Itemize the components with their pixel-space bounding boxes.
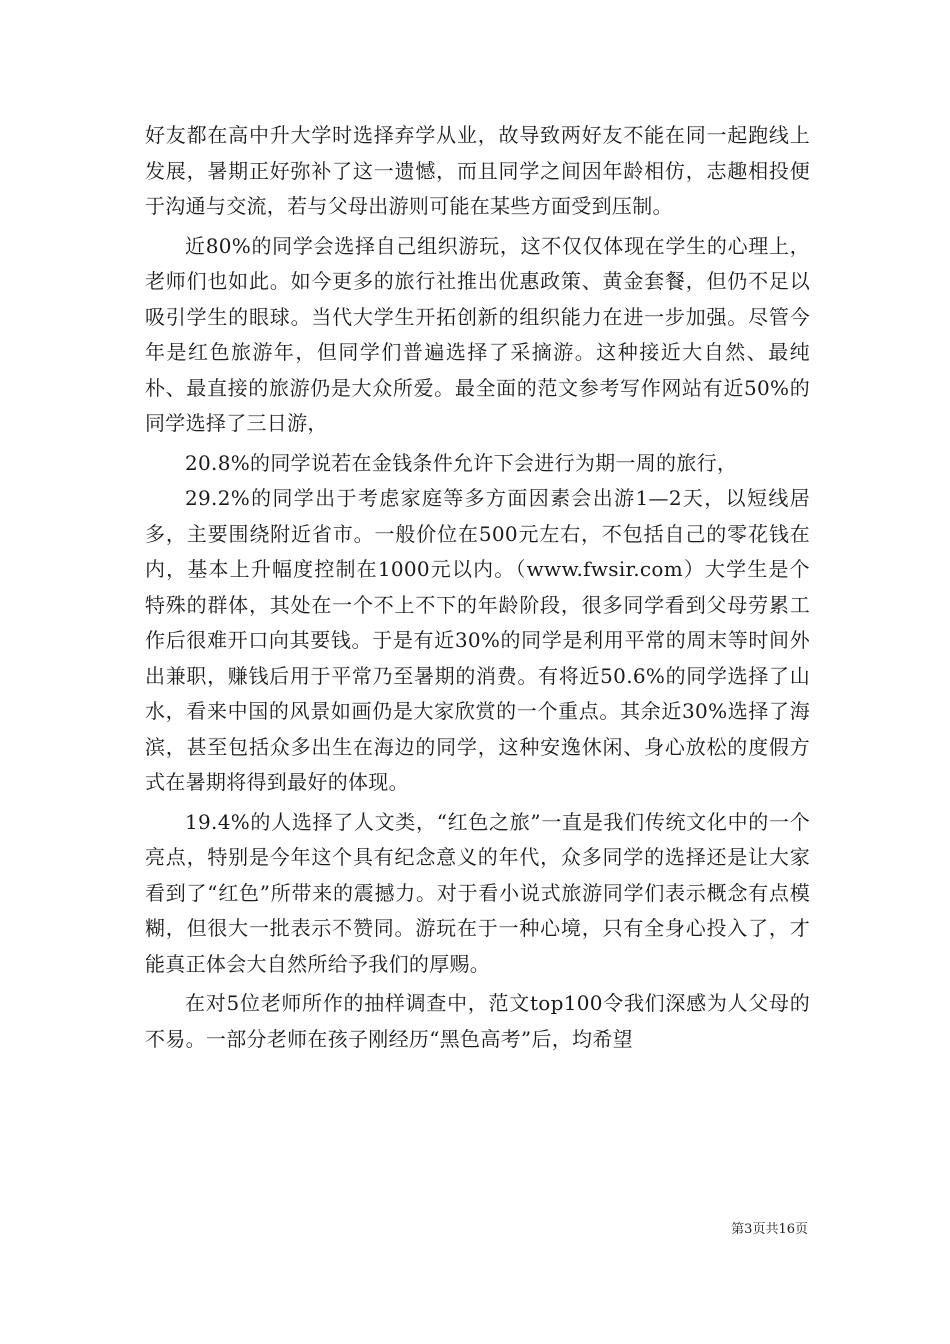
paragraph-2: 近80%的同学会选择自己组织游玩，这不仅仅体现在学生的心理上，老师们也如此。如今更多的旅行社推出优惠政策、黄金套餐，但仍不足以吸引学生的眼球。当代大学生开拓创新的组织能力在进一步加强。尽管今年是红色旅游年，但同学们普遍选择了采摘游。这种接近大自然、最纯朴、最直接的旅游仍是大众所爱。最全面的范文参考写作网站有近50%的同学选择了三日游， <box>145 233 810 435</box>
page-number: 第3页共16页 <box>731 1222 808 1237</box>
paragraph-4: 29.2%的同学出于考虑家庭等多方面因素会出游1—2天，以短线居多，主要围绕附近省市。一般价位在500元左右，不包括自己的零花钱在内，基本上升幅度控制在1000元以内。（www.fwsir.com）大学生是个特殊的群体，其处在一个不上不下的年龄阶段，很多同学看到父母劳累工作后很难开口向其要钱。于是有近30%的同学是利用平常的周末等时间外出兼职，赚钱后用于平常乃至暑期的消费。有将近50.6%的同学选择了山水，看来中国的风景如画仍是大家欣赏的一个重点。其余近30%选择了海滨，甚至包括众多出生在海边的同学，这种安逸休闲、身心放松的度假方式在暑期将得到最好的体现。 <box>145 486 810 794</box>
document-body <box>145 118 810 1057</box>
paragraph-5: 19.4%的人选择了人文类，“红色之旅”一直是我们传统文化中的一个亮点，特别是今年这个具有纪念意义的年代，众多同学的选择还是让大家看到了“红色”所带来的震撼力。对于看小说式旅游同学们表示概念有点模糊，但很大一批表示不赞同。游玩在于一种心境，只有全身心投入了，才能真正体会大自然所给予我们的厚赐。 <box>145 809 810 976</box>
paragraph-1: 好友都在高中升大学时选择弃学从业，故导致两好友不能在同一起跑线上发展，暑期正好弥补了这一遗憾，而且同学之间因年龄相仿，志趣相投便于沟通与交流，若与父母出游则可能在某些方面受到压制。 <box>145 123 810 218</box>
paragraph-6: 在对5位老师所作的抽样调查中，范文top100令我们深感为人父母的不易。一部分老师在孩子刚经历“黑色高考”后，均希望 <box>145 991 810 1051</box>
paragraph-3: 20.8%的同学说若在金钱条件允许下会进行为期一周的旅行， <box>185 450 738 475</box>
